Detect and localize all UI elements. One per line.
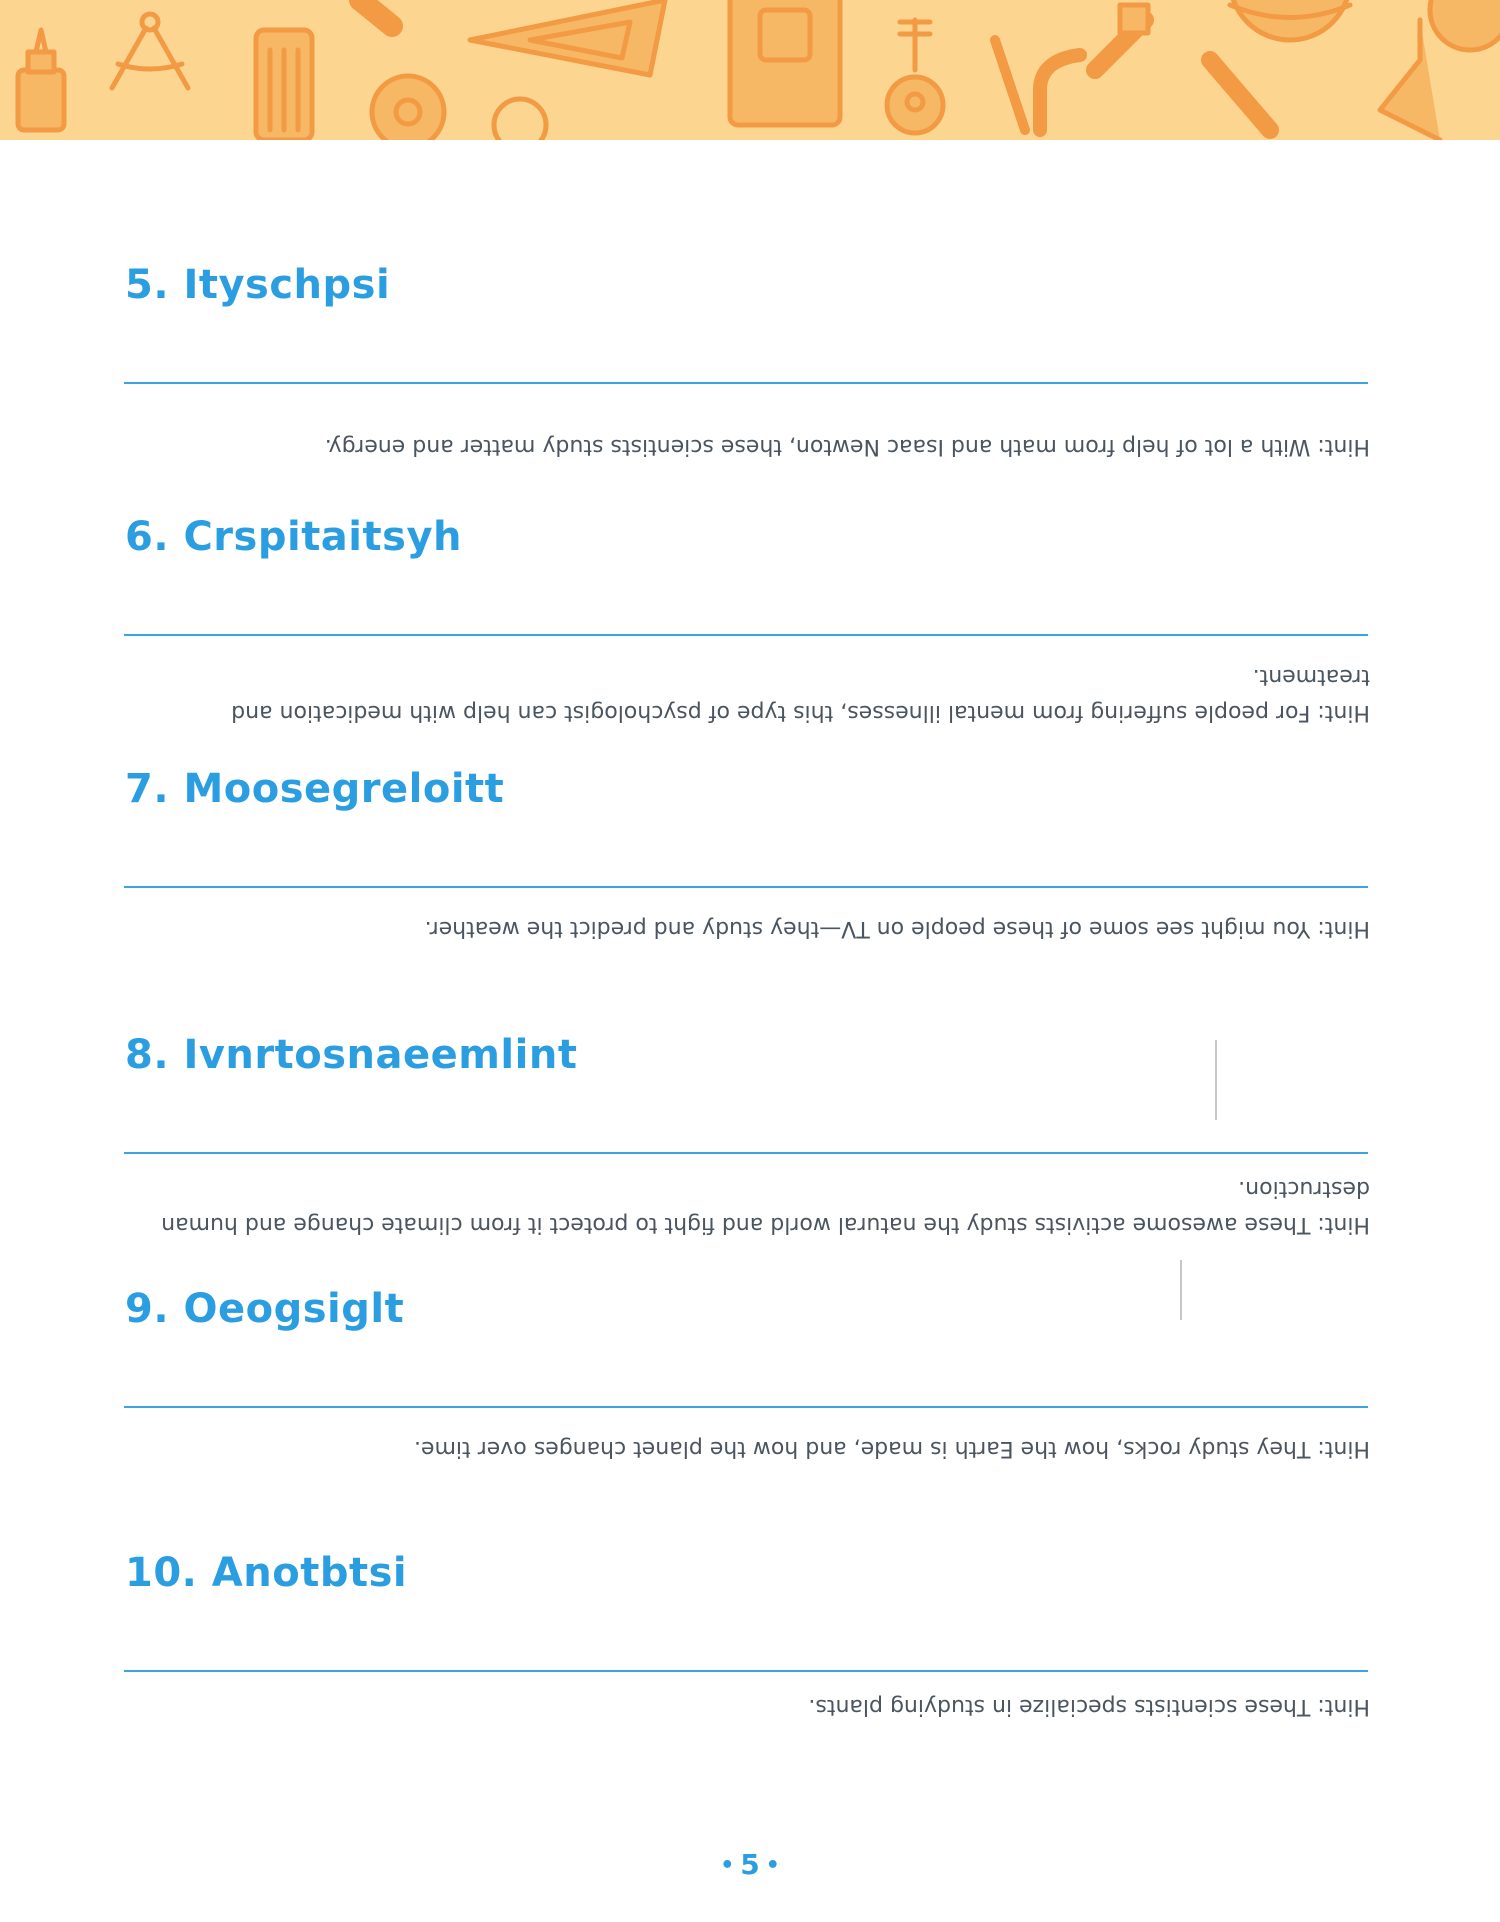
scrambled-word-heading: 8. Ivnrtosnaeemlint (125, 1032, 578, 1078)
bullet-dot-icon: • (765, 1853, 780, 1878)
trophy-icon (1380, 0, 1500, 140)
scrambled-word-heading: 10. Anotbtsi (125, 1550, 408, 1596)
tape-roll-icon (372, 76, 546, 140)
answer-line[interactable] (124, 634, 1368, 636)
scan-mark (1215, 1040, 1217, 1120)
upside-down-hint: Hint: They study rocks, how the Earth is made, and how the planet changes over time. (413, 1436, 1370, 1461)
scrambled-word-heading: 6. Crspitaitsyh (125, 514, 462, 560)
school-supplies-illustration (0, 0, 1500, 140)
scan-mark (1180, 1260, 1182, 1320)
answer-line[interactable] (124, 1406, 1368, 1408)
answer-line[interactable] (124, 886, 1368, 888)
page-number (0, 1848, 1500, 1881)
globe-icon (1210, 0, 1350, 130)
bullet-dot-icon: • (720, 1853, 735, 1878)
answer-line[interactable] (124, 382, 1368, 384)
scrambled-word-heading: 5. Ityschpsi (125, 262, 391, 308)
upside-down-hint: Hint: With a lot of help from math and Isaac Newton, these scientists study matter and energy. (324, 434, 1370, 459)
answer-line[interactable] (124, 1152, 1368, 1154)
ruler-triangle-icon (470, 0, 665, 75)
microscope-icon (995, 5, 1148, 130)
scrambled-word-heading: 7. Moosegreloitt (125, 766, 505, 812)
notebook-icon (730, 0, 840, 125)
page-number-value: 5 (740, 1848, 760, 1881)
guitar-icon (887, 20, 943, 133)
upside-down-hint: Hint: For people suffering from mental illnesses, this type of psychologist can help with medication and treatment. (231, 664, 1370, 725)
glue-bottle-icon (18, 30, 64, 130)
upside-down-hint: Hint: These scientists specialize in studying plants. (808, 1694, 1370, 1719)
header-banner (0, 0, 1500, 140)
scrambled-word-heading: 9. Oeogsiglt (125, 1286, 405, 1332)
answer-line[interactable] (124, 1670, 1368, 1672)
upside-down-hint: Hint: You might see some of these people on TV—they study and predict the weather. (424, 916, 1370, 941)
upside-down-hint: Hint: These awesome activists study the natural world and fight to protect it from climate change and human destruction. (161, 1176, 1370, 1237)
compass-icon (112, 14, 188, 88)
